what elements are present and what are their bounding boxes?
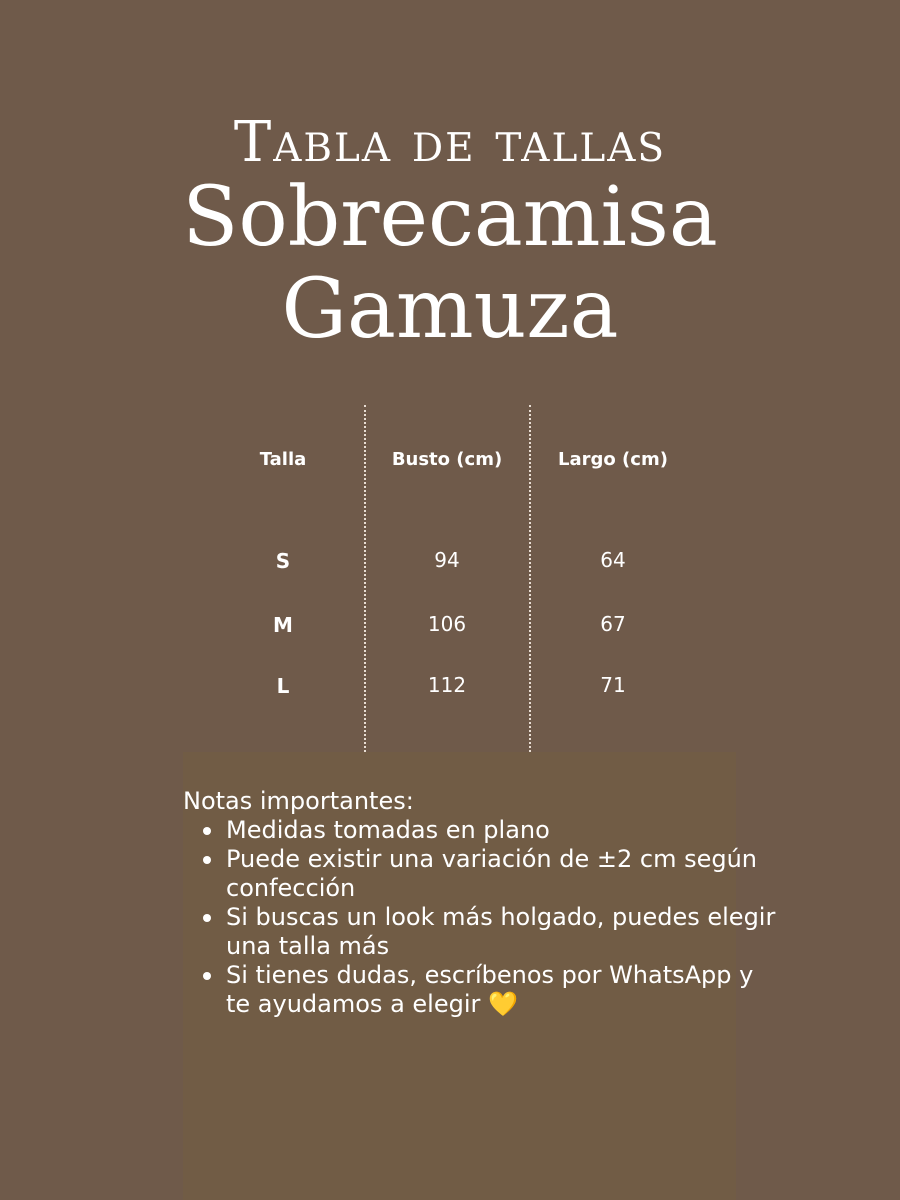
bullet-icon [203,827,211,835]
bullet-icon [203,914,211,922]
busto-cell: 112 [427,673,467,697]
bullet-icon [203,972,211,980]
list-item [183,903,783,961]
size-cell: S [275,549,291,573]
header-busto: Busto (cm) [391,449,503,470]
notes-list [183,816,783,1019]
list-item [183,845,783,903]
header-talla: Talla [259,449,307,470]
list-item [183,961,783,1019]
size-cell: L [276,674,290,698]
size-cell: M [273,613,293,637]
notes-title: Notas importantes: [183,787,414,815]
largo-cell: 67 [600,612,626,636]
largo-cell: 64 [600,548,626,572]
note-text: Puede existir una variación de ±2 cm según confección [226,845,758,902]
note-text: Medidas tomadas en plano [226,816,550,844]
bullet-icon [203,856,211,864]
note-text: Si tienes dudas, escríbenos por WhatsApp y te ayudamos a elegir [226,961,754,1018]
largo-cell: 71 [600,673,626,697]
title-line-material: Gamuza [281,262,619,357]
title-line-small: Tabla de tallas [233,110,667,175]
busto-cell: 106 [427,612,467,636]
busto-cell: 94 [434,548,460,572]
title-line-product: Sobrecamisa [182,170,718,265]
list-item [183,816,783,845]
heart-icon: 💛 [488,990,518,1018]
note-text: Si buscas un look más holgado, puedes elegir una talla más [226,903,776,960]
header-largo: Largo (cm) [558,449,668,470]
